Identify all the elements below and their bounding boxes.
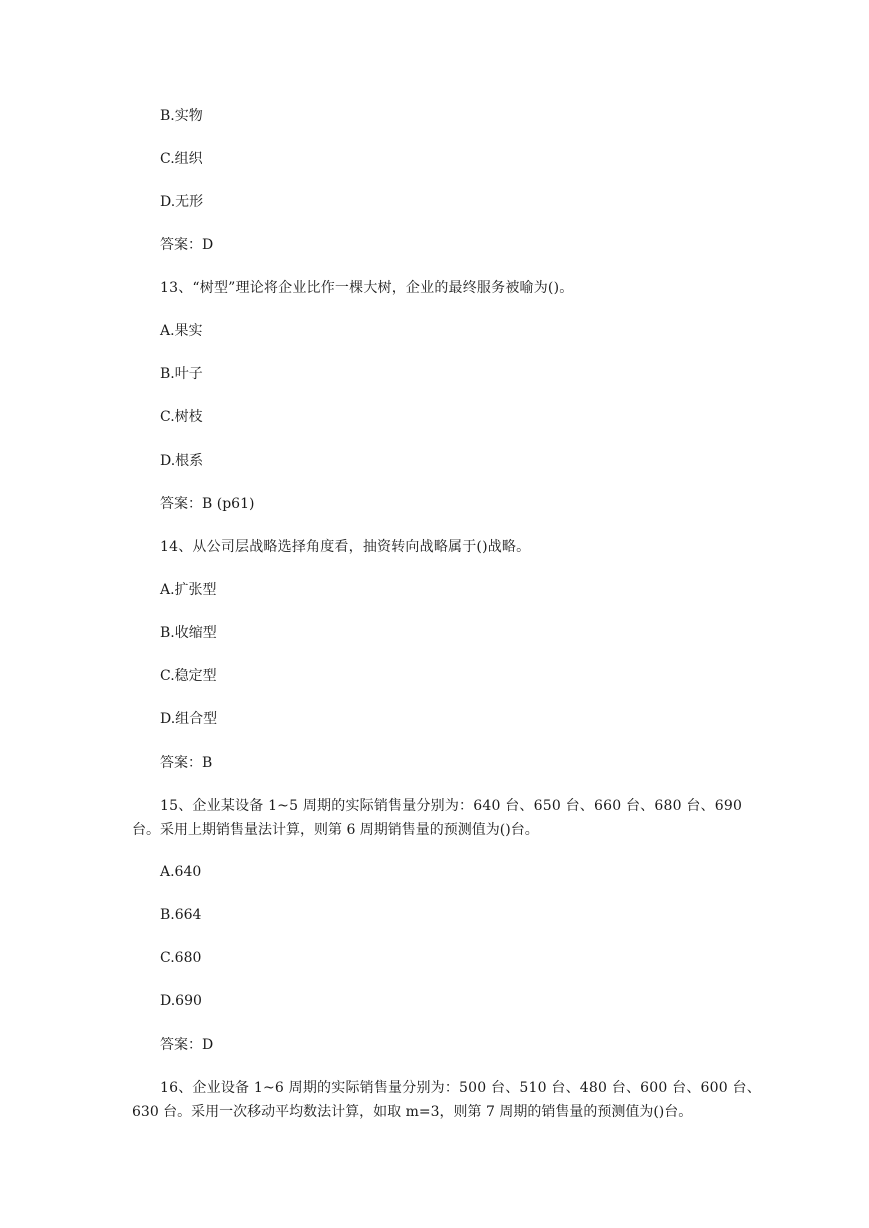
question-15-line-1: 15、企业某设备 1~5 周期的实际销售量分别为：640 台、650 台、660 台、680 台、690 — [160, 798, 743, 814]
question-13: 13、“树型”理论将企业比作一棵大树，企业的最终服务被喻为()。 — [160, 280, 574, 296]
option-c-12: C.组织 — [160, 151, 203, 167]
option-d-12: D.无形 — [160, 194, 204, 210]
question-14: 14、从公司层战略选择角度看，抽资转向战略属于()战略。 — [160, 539, 531, 555]
option-d-14: D.组合型 — [160, 711, 218, 727]
option-a-14: A.扩张型 — [160, 582, 217, 598]
question-16-line-1: 16、企业设备 1~6 周期的实际销售量分别为：500 台、510 台、480 台、600 台、600 台、 — [160, 1080, 761, 1096]
option-b-14: B.收缩型 — [160, 625, 217, 641]
option-d-15: D.690 — [160, 993, 202, 1009]
option-a-15: A.640 — [160, 864, 202, 880]
option-b-12: B.实物 — [160, 108, 203, 124]
option-a-13: A.果实 — [160, 323, 203, 339]
option-b-13: B.叶子 — [160, 366, 203, 382]
option-c-13: C.树枝 — [160, 409, 203, 425]
option-c-14: C.稳定型 — [160, 668, 217, 684]
option-c-15: C.680 — [160, 950, 202, 966]
answer-12: 答案：D — [160, 237, 214, 253]
option-b-15: B.664 — [160, 907, 202, 923]
answer-13: 答案：B (p61) — [160, 496, 255, 512]
answer-15: 答案：D — [160, 1037, 214, 1053]
question-15-line-2: 台。采用上期销售量法计算，则第 6 周期销售量的预测值为()台。 — [132, 822, 539, 838]
question-16-line-2: 630 台。采用一次移动平均数法计算，如取 m=3，则第 7 周期的销售量的预测值为()台。 — [132, 1104, 693, 1120]
option-d-13: D.根系 — [160, 453, 204, 469]
answer-14: 答案：B — [160, 755, 213, 771]
